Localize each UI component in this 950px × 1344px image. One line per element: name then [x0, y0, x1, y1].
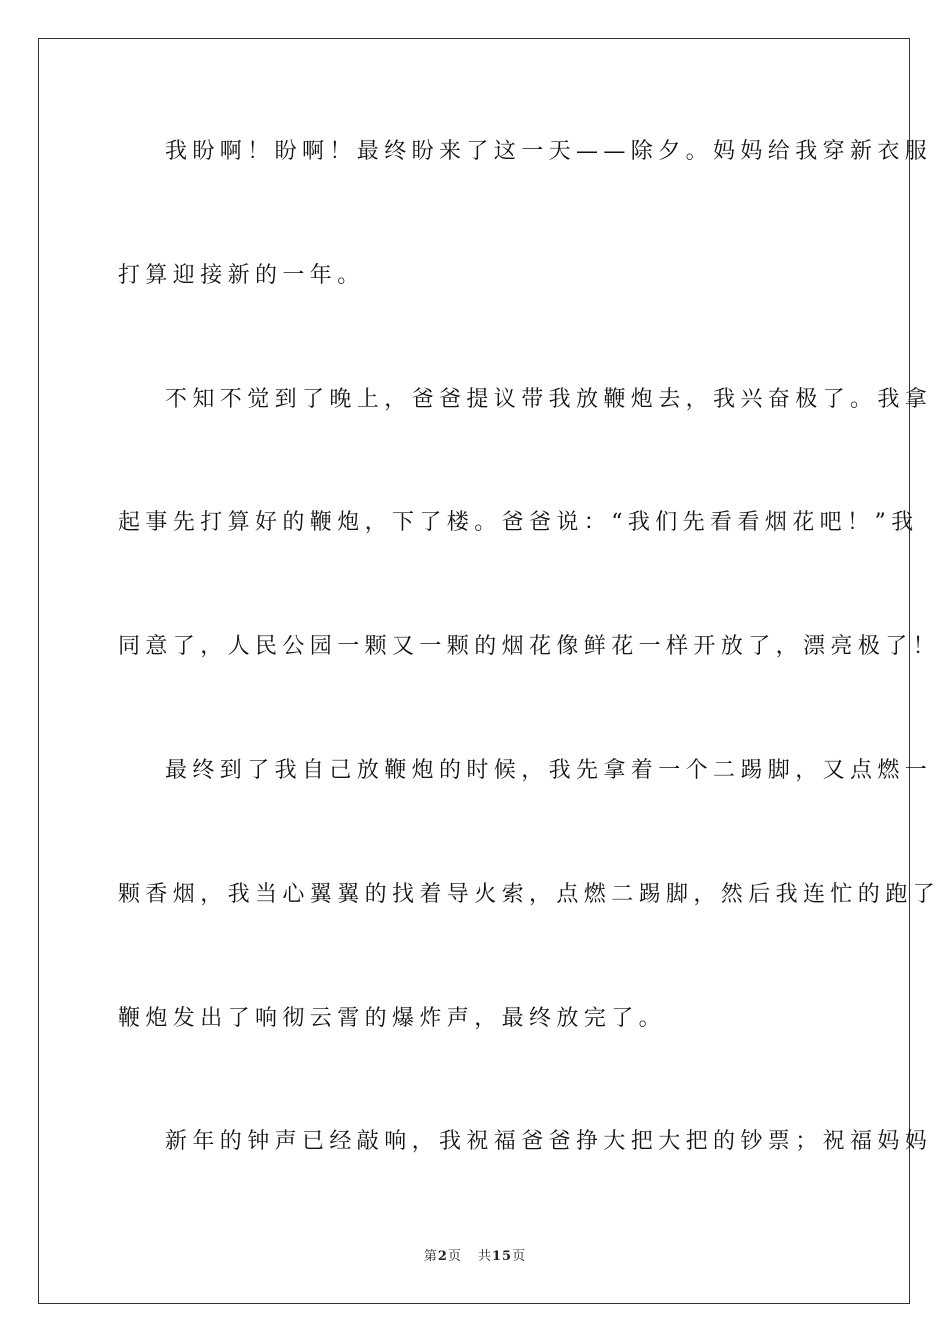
total-suffix: 页 [512, 1249, 527, 1264]
paragraph-2-line-2: 起事先打算好的鞭炮，下了楼。爸爸说：“我们先看看烟花吧！”我 [118, 510, 919, 536]
paragraph-1-line-1: 我盼啊！盼啊！最终盼来了这一天——除夕。妈妈给我穿新衣服 [165, 139, 933, 164]
page-suffix: 页 [447, 1249, 462, 1264]
page-prefix: 第 [423, 1249, 438, 1264]
paragraph-2-line-3: 同意了，人民公园一颗又一颗的烟花像鲜花一样开放了，漂亮极了！ [118, 634, 941, 660]
document-body [118, 126, 941, 1240]
paragraph-3-line-3: 鞭炮发出了响彻云霄的爆炸声，最终放完了。 [118, 1005, 667, 1031]
page-footer [0, 1248, 950, 1266]
paragraph-2-line-1: 不知不觉到了晚上，爸爸提议带我放鞭炮去，我兴奋极了。我拿 [165, 386, 933, 412]
paragraph-3-line-1: 最终到了我自己放鞭炮的时候，我先拿着一个二踢脚，又点燃一 [165, 757, 933, 783]
paragraph-4-line-1: 新年的钟声已经敲响，我祝福爸爸挣大把大把的钞票；祝福妈妈 [165, 1129, 933, 1155]
total-prefix: 共 [477, 1249, 492, 1264]
paragraph-1-line-2: 打算迎接新的一年。 [118, 262, 365, 288]
total-page-count: 15 [491, 1249, 513, 1264]
current-page-number: 2 [437, 1249, 448, 1264]
paragraph-3-line-2: 颗香烟，我当心翼翼的找着导火索，点燃二踢脚，然后我连忙的跑了 [118, 881, 941, 907]
